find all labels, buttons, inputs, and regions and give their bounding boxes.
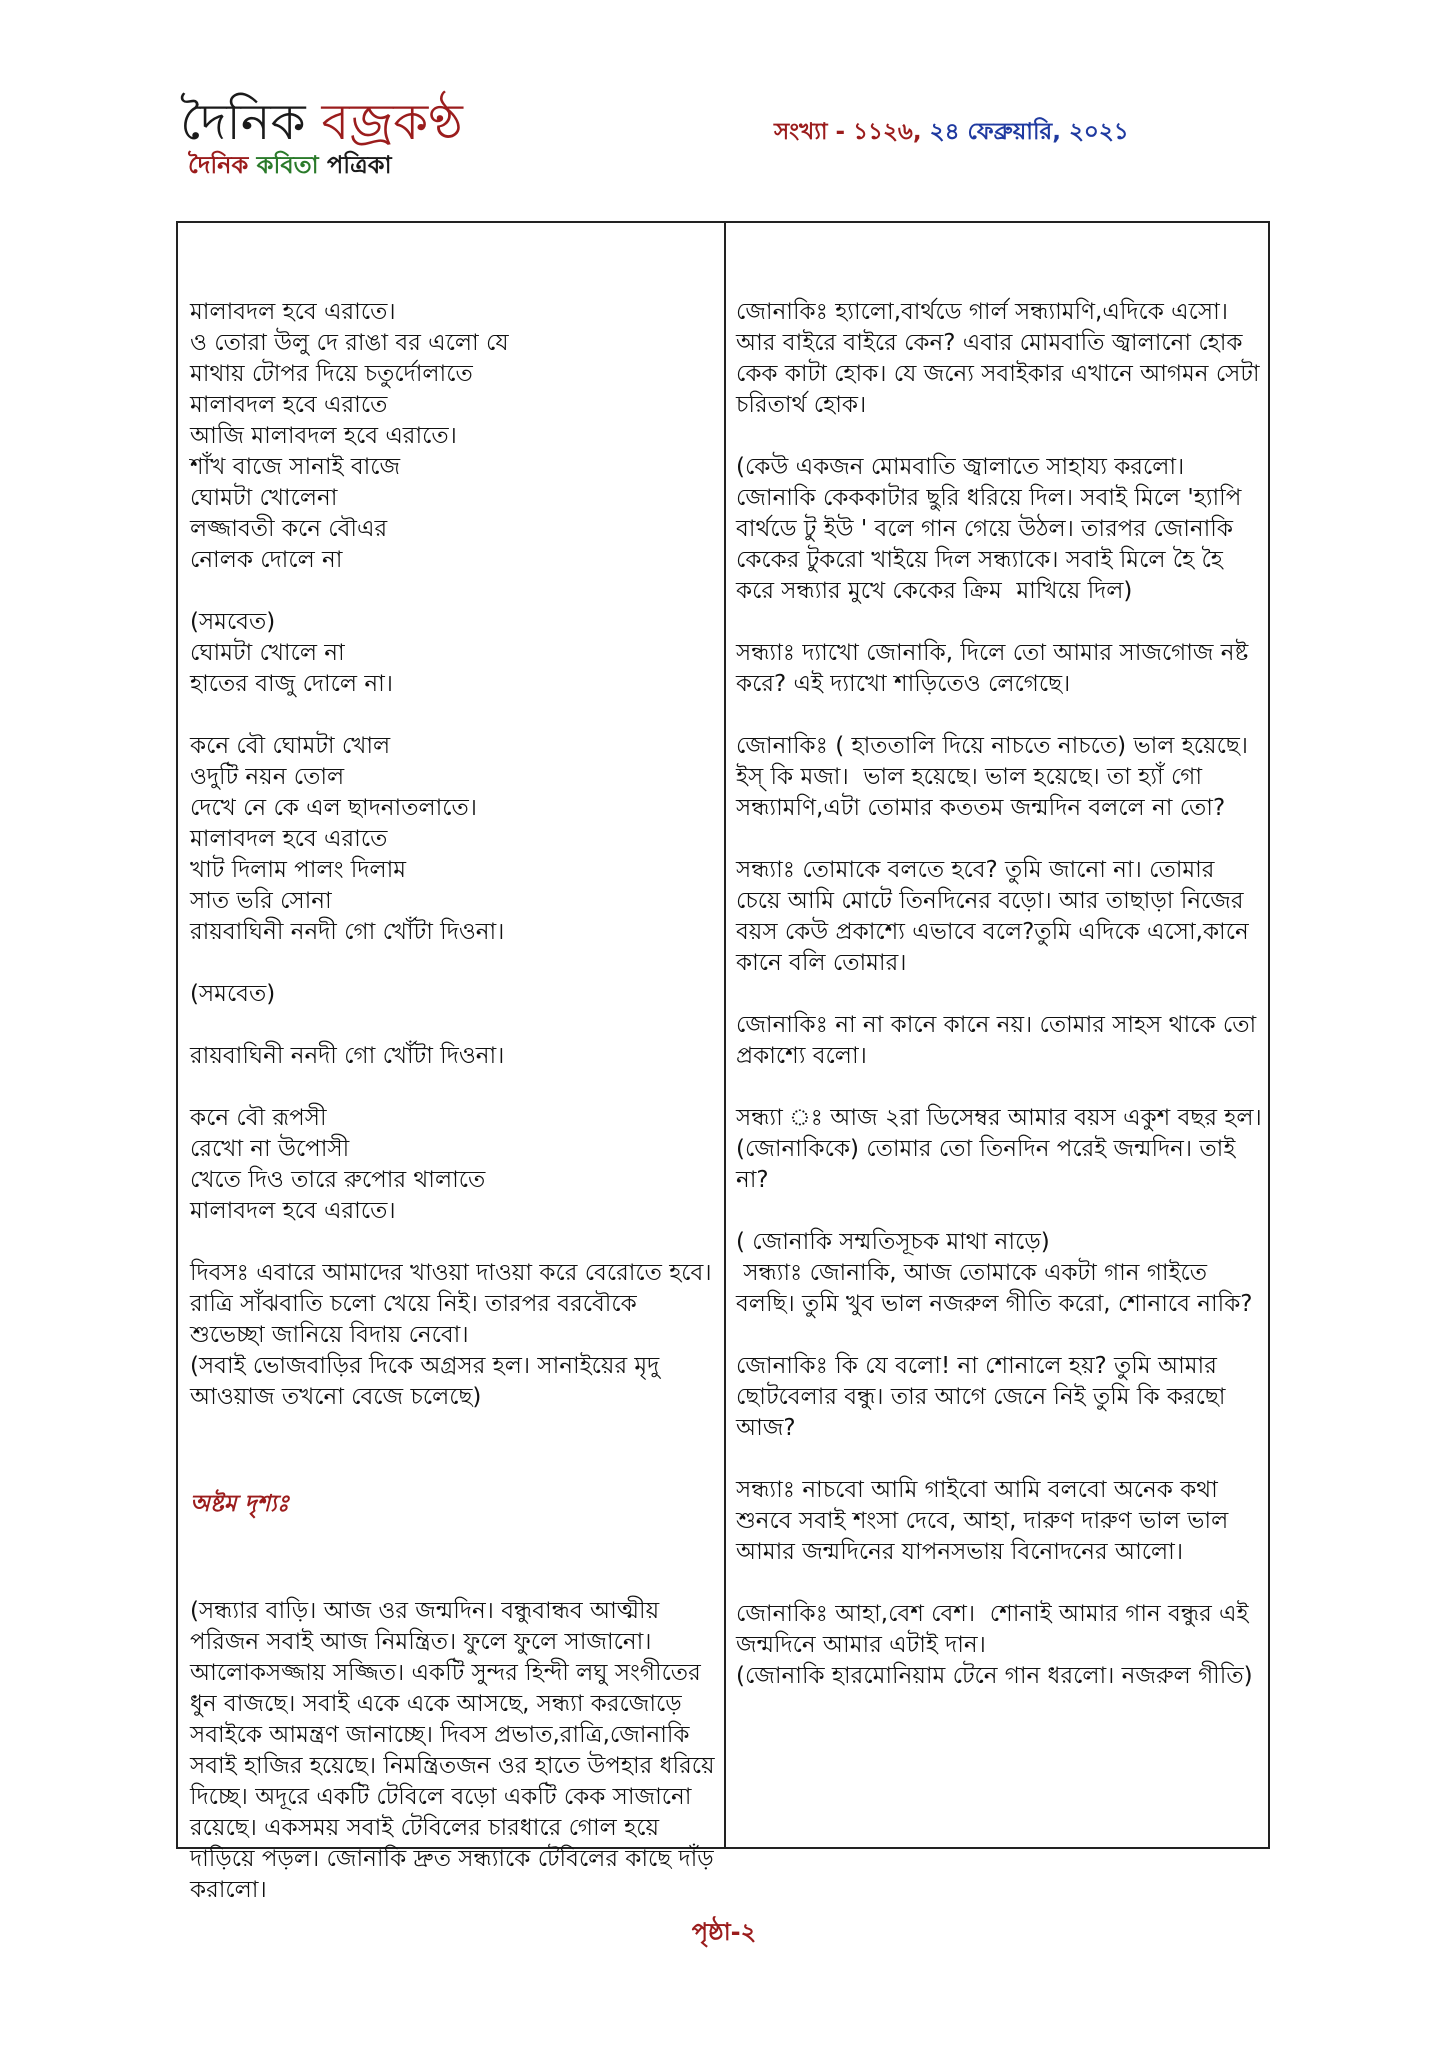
subtitle-word-2: কবিতা <box>256 151 319 179</box>
column-divider <box>724 223 726 1847</box>
title-word-2: বজ্রকণ্ঠ <box>321 93 463 151</box>
title-word-1: দৈনিক <box>180 93 306 151</box>
scene-heading: অষ্টম দৃশ্যঃ <box>190 1491 290 1517</box>
left-column-scene-text: (সন্ধ্যার বাড়ি। আজ ওর জন্মদিন। বন্ধুবান্ধব আত্মীয় পরিজন সবাই আজ নিমন্ত্রিত। ফুলে ফুলে সাজানো। আলোকসজ্জায় সজ্জিত। একটি সুন্দর হিন্দী লঘু সংগীতের ধুন বাজছে। সবাই একে একে আসছে, সন্ধ্যা করজোড়ে সবাইকে আমন্ত্রণ জানাচ্ছে। দিবস প্রভাত,রাত্রি,জোনাকি সবাই হাজির হয়েছে। নিমন্ত্রিতজন ওর হাতে উপহার ধরিয়ে দিচ্ছে। অদূরে একটি টেবিলে বড়ো একটি কেক সাজানো রয়েছে। একসময় সবাই টেবিলের চারধারে গোল হয়ে দাড়িয়ে পড়ল। জোনাকি দ্রুত সন্ধ্যাকে টেবিলের কাছে দাঁড় করালো। <box>190 1598 722 1903</box>
left-column <box>190 235 722 1968</box>
page-number: পৃষ্ঠা-২ <box>691 1918 757 1946</box>
newspaper-title <box>180 92 463 152</box>
right-column-text: জোনাকিঃ হ্যালো,বার্থডে গার্ল সন্ধ্যামণি,এদিকে এসো। আর বাইরে বাইরে কেন? এবার মোমবাতি জ্বালানো হোক কেক কাটা হোক। যে জন্যে সবাইকার এখানে আগমন সেটা চরিতার্থ হোক। (কেউ একজন মোমবাতি জ্বালাতে সাহায্য করলো। জোনাকি কেককাটার ছুরি ধরিয়ে দিল। সবাই মিলে 'হ্যাপি বার্থডে টু ইউ ' বলে গান গেয়ে উঠল। তারপর জোনাকি কেকের টুকরো খাইয়ে দিল সন্ধ্যাকে। সবাই মিলে হৈ হৈ করে সন্ধ্যার মুখে কেকের ক্রিম মাখিয়ে দিল) সন্ধ্যাঃ দ্যাখো জোনাকি, দিলে তো আমার সাজগোজ নষ্ট করে? এই দ্যাখো শাড়িতেও লেগেছে। জোনাকিঃ ( হাততালি দিয়ে নাচতে নাচতে) ভাল হয়েছে। ইস্ কি মজা। ভাল হয়েছে। ভাল হয়েছে। তা হ্যাঁ গো সন্ধ্যামণি,এটা তোমার কততম জন্মদিন বললে না তো? সন্ধ্যাঃ তোমাকে বলতে হবে? তুমি জানো না। তোমার চেয়ে আমি মোটে তিনদিনের বড়ো। আর তাছাড়া নিজের বয়স কেউ প্রকাশ্যে এভাবে বলে?তুমি এদিকে এসো,কানে কানে বলি তোমার। জোনাকিঃ না না কানে কানে নয়। তোমার সাহস থাকে তো প্রকাশ্যে বলো। সন্ধ্যা ঃ আজ ২রা ডিসেম্বর আমার বয়স একুশ বছর হল। (জোনাকিকে) তোমার তো তিনদিন পরেই জন্মদিন। তাই না? ( জোনাকি সম্মতিসূচক মাথা নাড়ে) সন্ধ্যাঃ জোনাকি, আজ তোমাকে একটা গান গাইতে বলছি। তুমি খুব ভাল নজরুল গীতি করো, শোনাবে নাকি? জোনাকিঃ কি যে বলো! না শোনালে হয়? তুমি আমার ছোটবেলার বন্ধু। তার আগে জেনে নিই তুমি কি করছো আজ? সন্ধ্যাঃ নাচবো আমি গাইবো আমি বলবো অনেক কথা শুনবে সবাই শংসা দেবে, আহা, দারুণ দারুণ ভাল ভাল আমার জন্মদিনের যাপনসভায় বিনোদনের আলো। জোনাকিঃ আহা,বেশ বেশ। শোনাই আমার গান বন্ধুর এই জন্মদিনে আমার এটাই দান। (জোনাকি হারমোনিয়াম টেনে গান ধরলো। নজরুল গীতি) <box>736 299 1262 1689</box>
issue-info <box>774 116 1129 148</box>
right-column <box>736 235 1266 1754</box>
issue-date: ২৪ ফেব্রুয়ারি, ২০২১ <box>929 119 1129 145</box>
subtitle-word-1: দৈনিক <box>188 151 249 179</box>
newspaper-subtitle <box>188 148 392 182</box>
issue-number: সংখ্যা - ১১২৬, <box>774 119 922 145</box>
content-frame <box>176 221 1270 1903</box>
subtitle-word-3: পত্রিকা <box>327 151 392 179</box>
left-column-text: মালাবদল হবে এরাতে। ও তোরা উলু দে রাঙা বর এলো যে মাথায় টোপর দিয়ে চতুর্দোলাতে মালাবদল হবে এরাতে আজি মালাবদল হবে এরাতে। শাঁখ বাজে সানাই বাজে ঘোমটা খোলেনা লজ্জাবতী কনে বৌএর নোলক দোলে না (সমবেত) ঘোমটা খোলে না হাতের বাজু দোলে না। কনে বৌ ঘোমটা খোল ওদুটি নয়ন তোল দেখে নে কে এল ছাদনাতলাতে। মালাবদল হবে এরাতে খাট দিলাম পালং দিলাম সাত ভরি সোনা রায়বাঘিনী ননদী গো খোঁটা দিওনা। (সমবেত) রায়বাঘিনী ননদী গো খোঁটা দিওনা। কনে বৌ রূপসী রেখো না উপোসী খেতে দিও তারে রুপোর থালাতে মালাবদল হবে এরাতে। দিবসঃ এবারে আমাদের খাওয়া দাওয়া করে বেরোতে হবে। রাত্রি সাঁঝবাতি চলো খেয়ে নিই। তারপর বরবৌকে শুভেচ্ছা জানিয়ে বিদায় নেবো। (সবাই ভোজবাড়ির দিকে অগ্রসর হল। সানাইয়ের মৃদু আওয়াজ তখনো বেজে চলেছে) <box>190 299 712 1410</box>
